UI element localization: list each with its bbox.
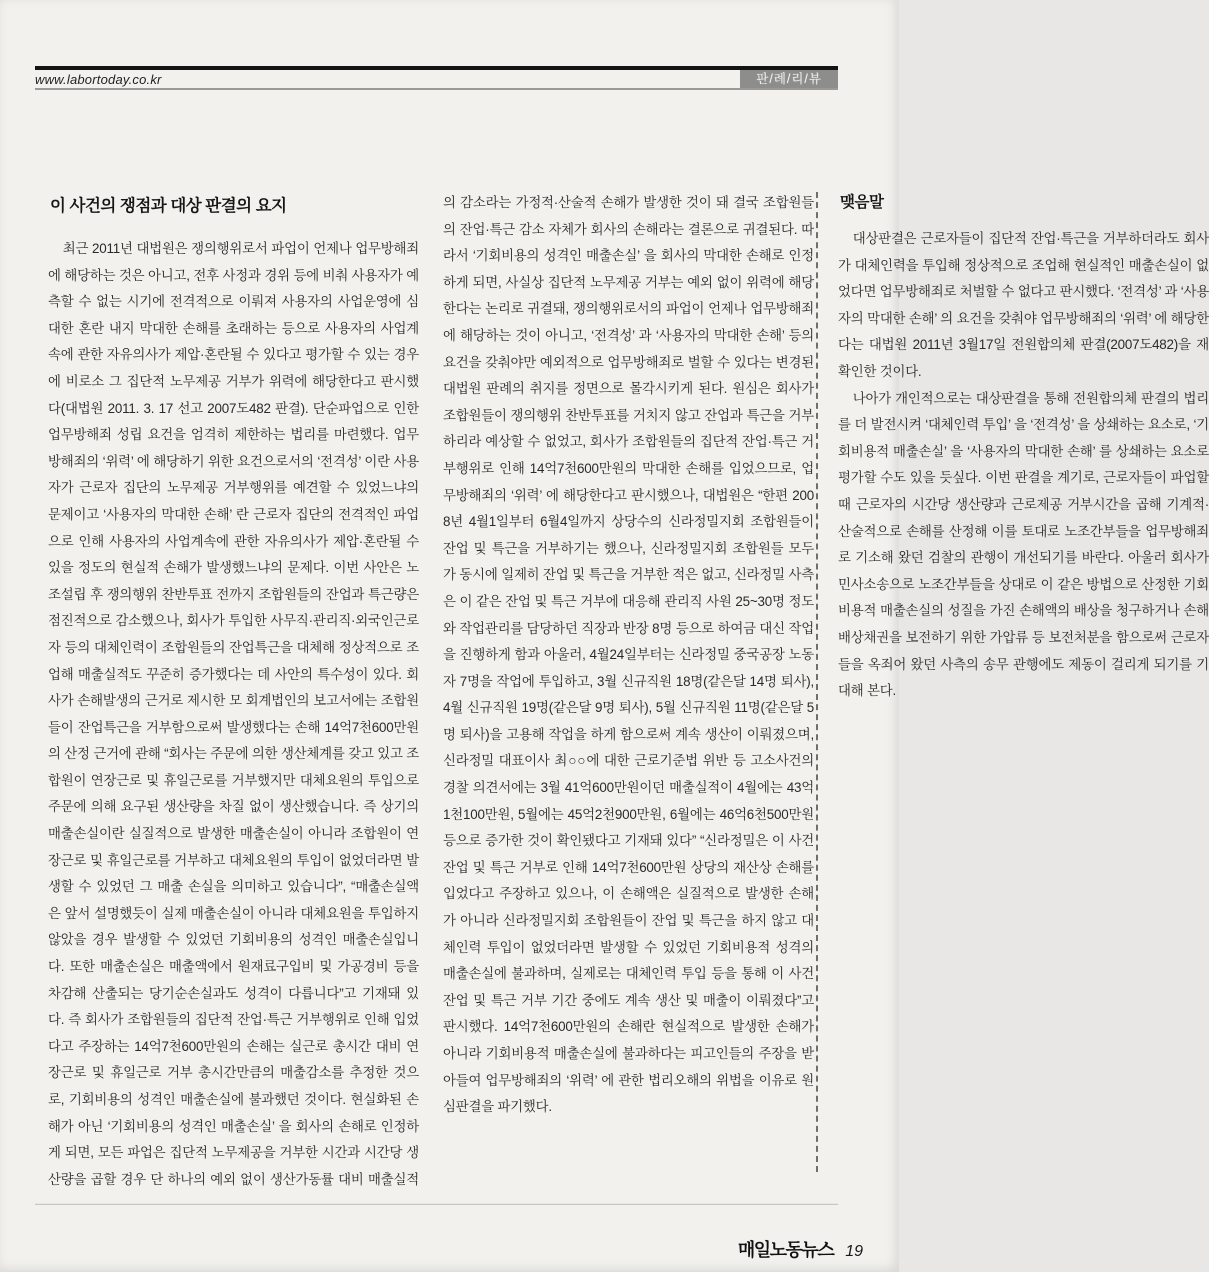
newspaper-logo: 매일노동뉴스 — [737, 1240, 834, 1260]
page-number: 19 — [845, 1243, 863, 1260]
footer-rule — [35, 1203, 838, 1205]
article-paragraph: 대상판결은 근로자들이 집단적 잔업·특근을 거부하더라도 회사가 대체인력을 투입해 정상적으로 조업해 현실적인 매출손실이 없었다면 업무방해죄로 처벌할 수 없다고 판시했다. ‘전격성’ 과 ‘사용자의 막대한 손해’ 의 요건을 갖춰야 업무방해죄의 ‘위력’ 에 해당한다는 대법원 2011년 3월17일 전원합의체 판결(2007도482)을 재확인한 것이다. — [838, 231, 1209, 379]
page-footer — [35, 1236, 863, 1262]
section-title-issues: 이 사건의 쟁점과 대상 판결의 요지 — [50, 197, 287, 215]
article-paragraph: 나아가 개인적으로는 대상판결을 통해 전원합의체 판결의 법리를 더 발전시켜 ‘대체인력 투입’ 을 ‘전격성’ 을 상쇄하는 요소로, ‘기회비용적 매출손실’ 을 ‘사용자의 막대한 손해’ 를 상쇄하는 요소로 평가할 수도 있을 듯싶다. 이번 판결을 계기로, 근로자들이 파업할 때 근로자의 시간당 생산량과 근로제공 거부시간을 곱해 기계적·산술적으로 손해를 산정해 이를 토대로 노조간부들을 업무방해죄로 기소해 왔던 검찰의 관행이 개선되기를 바란다. 아울러 회사가 민사소송으로 노조간부들을 상대로 이 같은 방법으로 산정한 기회비용적 매출손실의 성질을 가진 손해액의 배상을 청구하거나 손해배상채권을 보전하기 위한 가압류 등 보전처분을 함으로써 근로자들을 옥죄어 왔던 사측의 송무 관행에도 제동이 걸리게 되기를 기대해 본다. — [838, 390, 1209, 699]
article-body — [48, 190, 1209, 1198]
article-paragraph: 최근 2011년 대법원은 쟁의행위로서 파업이 언제나 업무방해죄에 해당하는 것은 아니고, 전후 사정과 경위 등에 비춰 사용자가 예측할 수 없는 시기에 전격적으로 이뤄져 사용자의 사업운영에 심대한 혼란 내지 막대한 손해를 초래하는 등으로 사용자의 사업계속에 관한 자유의사가 제압·혼란될 수 있다고 평가할 수 있는 경우에 비로소 그 집단적 노무제공 거부가 위력에 해당한다고 판시했다(대법원 2011. 3. 17 선고 2007도482 판결). 단순파업으로 인한 업무방해죄 성립 요건을 엄격히 제한하는 법리를 마련했다. 업무방해죄의 ‘위력’ 에 해당하기 위한 요건으로서의 ‘전격성’ 이란 사용자가 근로자 집단의 노무제공 거부행위를 예견할 수 있었느냐의 문제이고 ‘사용자의 막대한 손해’ 란 근로자 집단의 전격적인 파업으로 인해 사용자의 사업계속에 관한 자유의사가 제압·혼란될 수 있을 정도의 현실적 손해가 발생했느냐의 문제다. 이번 사안은 노조설립 후 쟁의행위 찬반투표 전까지 조합원들의 잔업과 특근량은 점진적으로 감소했으나, 회사가 투입한 사무직·관리직·외국인근로자 등의 대체인력이 조합원들의 잔업특근을 대체해 정상적으로 조업해 매출실적도 꾸준히 증가했다는 데 사안의 특수성이 있다. 회사가 손해발생의 근거로 제시한 모 회계법인의 보고서에는 조합원들이 잔업특근을 거부함으로써 발생했다는 손해 14억7천600만원의 산정 근거에 관해 “회사는 주문에 의한 생산체계를 갖고 있고 조합원이 연장근로 및 휴일근로를 거부했지만 대체요원의 투입으로 주문에 의해 요구된 생산량을 차질 없이 생산했습니다. 즉 상기의 매출손실이란 실질적으로 발생한 매출손실이 아니라 조합원이 연장근로 및 휴일근로를 거부하고 대체요원의 투입이 없었더라면 발생할 수 있었던 그 매출 손실을 의미하고 있습니다”, “매출손실액은 앞서 설명했듯이 실제 매출손실이 아니라 대체요원을 투입하지 않았을 경우 발생할 수 있었던 기회비용의 성격인 매출손실입니다. 또한 매출손실은 매출액에서 원재료구입비 및 가공경비 등을 차감해 산출되는 당기순손실과도 성격이 다릅니다”고 기재돼 있다. 즉 회사가 조합원들의 집단적 잔업·특근 거부행위로 인해 입었다고 주장하는 14억7천600만원의 손해는 실근로 총시간 대비 연장근로 및 휴일근로 거부 총시간만큼의 매출감소를 추정한 것으로, 기회비용의 성격인 매출손실에 불과했던 것이다. 현실화된 손해가 아닌 ‘기회비용의 성격인 매출손실’ 을 회사의 손해로 인정하게 되면, 모든 파업은 집단적 노무제공을 거부한 시간과 시간당 생산량을 곱할 경우 단 하나의 예외 없이 생산가동률 대비 매출실적의 감소라는 가정적·산술적 손해가 발생한 것이 돼 결국 조합원들의 잔업·특근 감소 자체가 회사의 손해라는 결론으로 귀결된다. 따라서 ‘기회비용의 성격인 매출손실’ 을 회사의 막대한 손해로 인정하게 되면, 사실상 집단적 노무제공 거부는 예외 없이 위력에 해당한다는 논리로 귀결돼, 쟁의행위로서의 파업이 언제나 업무방해죄에 해당하는 것이 아니고, ‘전격성’ 과 ‘사용자의 막대한 손해’ 등의 요건을 갖춰야만 예외적으로 업무방해죄로 벌할 수 있다는 변경된 대법원 판례의 취지를 정면으로 몰각시키게 된다. 원심은 회사가 조합원들이 쟁의행위 찬반투표를 거치지 않고 잔업과 특근을 거부하리라 예상할 수 없었고, 회사가 조합원들의 집단적 잔업·특근 거부행위로 인해 14억7천600만원의 막대한 손해를 입었으므로, 업무방해죄의 ‘위력’ 에 해당한다고 판시했으나, 대법원은 “한편 2008년 4월1일부터 6월4일까지 상당수의 신라정밀지회 조합원들이 잔업 및 특근을 거부하기는 했으나, 신라정밀지회 조합원들 모두가 동시에 일제히 잔업 및 특근을 거부한 적은 없고, 신라정밀 사측은 이 같은 잔업 및 특근 거부에 대응해 관리직 사원 25~30명 정도와 작업관리를 담당하던 직장과 반장 8명 등으로 하여금 대신 작업을 진행하게 함과 아울러, 4월24일부터는 신라정밀 중국공장 노동자 7명을 작업에 투입하고, 3월 신규직원 18명(같은달 14명 퇴사), 4월 신규직원 19명(같은달 9명 퇴사), 5월 신규직원 11명(같은달 5명 퇴사)을 고용해 작업을 하게 함으로써 계속 생산이 이뤄졌으며, 신라정밀 대표이사 최○○에 대한 근로기준법 위반 등 고소사건의 경찰 의견서에는 3월 41억600만원이던 매출실적이 4월에는 43억1천100만원, 5월에는 45억2천900만원, 6월에는 46억6천500만원 등으로 증가한 것이 확인됐다고 기재돼 있다” “신라정밀은 이 사건 잔업 및 특근 거부로 인해 14억7천600만원 상당의 재산상 손해를 입었다고 주장하고 있으나, 이 손해액은 실질적으로 발생한 손해가 아니라 신라정밀지회 조합원들이 잔업 및 특근을 하지 않고 대체인력 투입이 없었더라면 발생할 수 있었던 기회비용적 성격의 매출손실에 불과하며, 실제로는 대체인력 투입 등을 통해 이 사건 잔업 및 특근 거부 기간 중에도 계속 생산 및 매출이 이뤄졌다”고 판시했다. 14억7천600만원의 손해란 현실적으로 발생한 손해가 아니라 기회비용적 매출손실에 불과하다는 피고인들의 주장을 받아들여 업무방해죄의 ‘위력’ 에 관한 법리오해의 위법을 이유로 원심판결을 파기했다. — [48, 195, 814, 1187]
header-row — [35, 70, 838, 90]
page-header — [35, 66, 838, 90]
site-url: www.labortoday.co.kr — [35, 71, 162, 87]
section-title-conclusion: 맺음말 — [840, 194, 884, 211]
article-columns — [48, 190, 1209, 1198]
page-edge-dashed-line — [816, 192, 818, 1172]
section-badge: 판/례/리/뷰 — [740, 70, 838, 88]
